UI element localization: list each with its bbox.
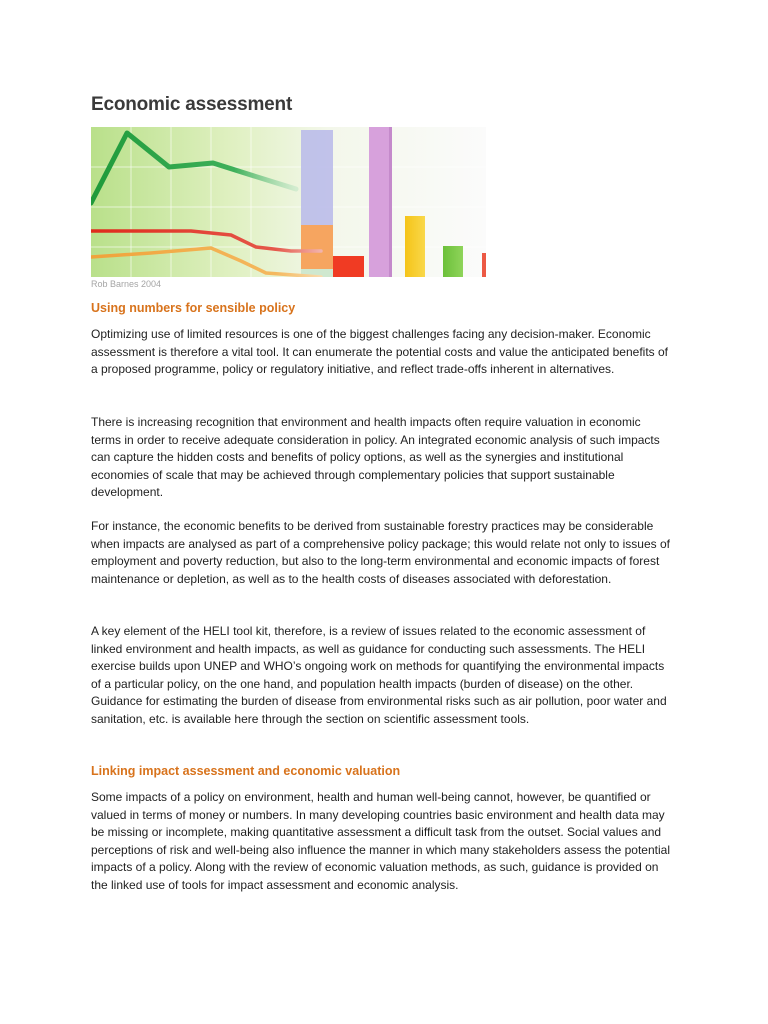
paragraph: Some impacts of a policy on environment, health and human well-being cannot, however, be quantified or valued in terms of money or numbers. In many developing countries basic environment and health data may be missing or incomplete, making quantitative assessment a difficult task from the outset. Social values and perceptions of risk and well-being also influence the manner in which many stakeholders assess the potential impacts of a policy. Along with the review of economic valuation methods, as such, guidance is provided on the linked use of tools for impact assessment and economic analysis. [91, 790, 670, 892]
paragraph: There is increasing recognition that environment and health impacts often require valuation in economic terms in order to receive adequate consideration in policy. An integrated economic analysis of such impacts can capture the hidden costs and benefits of policy options, as well as the synergies and institutional economies of scale that may be achieved through complementary policies that support sustainable development. [91, 415, 660, 499]
paragraph: For instance, the economic benefits to be derived from sustainable forestry practices may be considerable when impacts are analysed as part of a comprehensive policy package; this would relate not only to issues of employment and poverty reduction, but also to the long-term environmental and economic impacts of forest maintenance or depletion, as well as to the health costs of diseases associated with deforestation. [91, 519, 670, 586]
header-illustration [91, 127, 486, 277]
decorative-chart-graphic [91, 127, 486, 277]
section-heading-linking-impact: Linking impact assessment and economic valuation [91, 764, 401, 778]
image-credit: Rob Barnes 2004 [91, 279, 162, 289]
paragraph: Optimizing use of limited resources is one of the biggest challenges facing any decision-maker. Economic assessment is therefore a vital tool. It can enumerate the potential costs and value the anticipated benefits of a proposed programme, policy or regulatory initiative, and reflect trade-offs inherent in alternatives. [91, 327, 669, 376]
paragraph: A key element of the HELI tool kit, therefore, is a review of issues related to the economic assessment of linked environment and health impacts, as well as guidance for conducting such assessments. The HELI exercise builds upon UNEP and WHO’s ongoing work on methods for quantifying the environmental impacts of a particular policy, on the one hand, and population health impacts (burden of disease) on the other. Guidance for estimating the burden of disease from environmental risks such as air pollution, poor water and sanitation, etc. is available here through the section on scientific assessment tools. [91, 624, 667, 726]
page-title: Economic assessment [91, 94, 293, 115]
section-heading-using-numbers: Using numbers for sensible policy [91, 301, 296, 315]
